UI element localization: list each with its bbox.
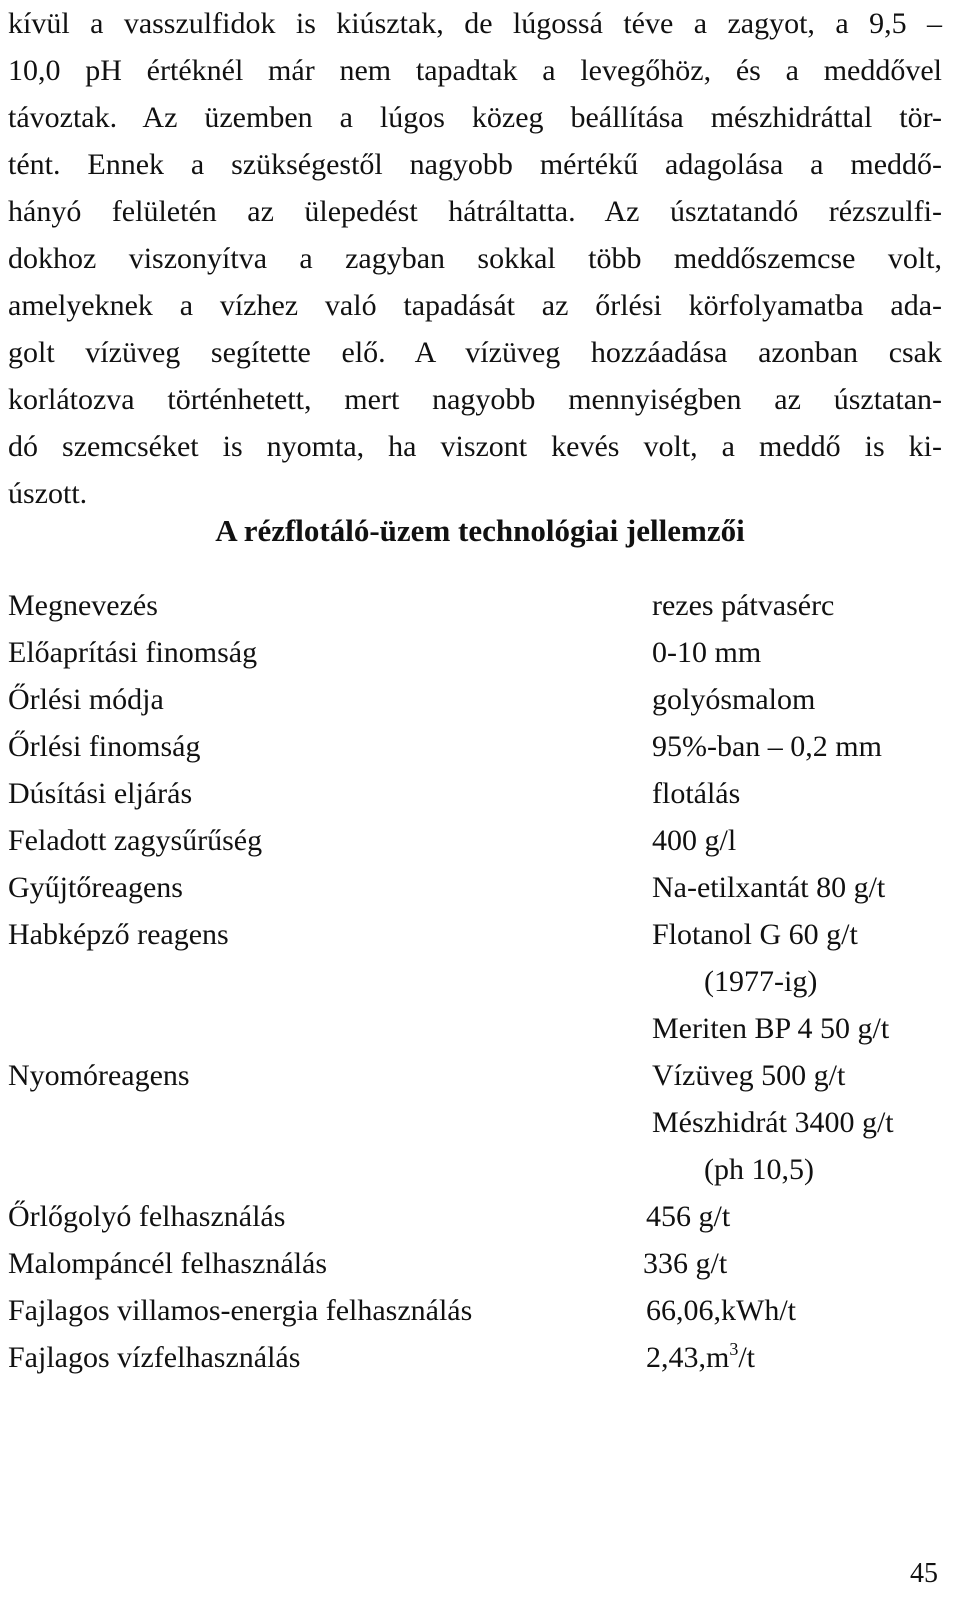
paragraph-line: távoztak. Az üzemben a lúgos közeg beállítása mészhidráttal tör-	[8, 101, 942, 134]
row-value: (ph 10,5)	[704, 1153, 814, 1186]
row-value: golyósmalom	[652, 683, 816, 716]
row-value: Mészhidrát 3400 g/t	[652, 1106, 894, 1139]
page-number: 45	[910, 1558, 938, 1589]
paragraph-line: tént. Ennek a szükségestől nagyobb mértékű adagolása a meddő-	[8, 148, 942, 181]
row-value: Flotanol G 60 g/t	[652, 918, 858, 951]
row-label: Megnevezés	[8, 589, 158, 622]
row-label: Őrlési finomság	[8, 730, 201, 763]
row-value	[646, 1340, 755, 1376]
paragraph-line: kívül a vasszulfidok is kiúsztak, de lúgossá téve a zagyot, a 9,5 –	[8, 7, 942, 40]
row-value: 456 g/t	[646, 1200, 731, 1233]
row-value: rezes pátvasérc	[652, 589, 835, 622]
row-label: Dúsítási eljárás	[8, 777, 193, 810]
row-label: Őrlési módja	[8, 683, 164, 716]
paragraph-line: golt vízüveg segítette elő. A vízüveg hozzáadása azonban csak	[8, 336, 942, 369]
paragraph-line: úszott.	[8, 477, 88, 510]
row-label: Fajlagos villamos-energia felhasználás	[8, 1294, 473, 1327]
row-value: (1977-ig)	[704, 965, 818, 998]
paragraph-line: hányó felületén az ülepedést hátráltatta. Az úsztatandó rézszulfi-	[8, 195, 942, 228]
row-label: Habképző reagens	[8, 918, 229, 951]
row-value: flotálás	[652, 777, 741, 810]
unit-exponent: 3	[729, 1339, 739, 1359]
row-label: Nyomóreagens	[8, 1059, 190, 1092]
row-label: Gyűjtőreagens	[8, 871, 183, 904]
row-label: Előaprítási finomság	[8, 636, 258, 669]
row-value: 336 g/t	[643, 1247, 728, 1280]
row-value: 0-10 mm	[652, 636, 762, 669]
row-value: Vízüveg 500 g/t	[652, 1059, 846, 1092]
row-label: Feladott zagysűrűség	[8, 824, 263, 857]
paragraph-line: amelyeknek a vízhez való tapadását az őrlési körfolyamatba ada-	[8, 289, 942, 322]
value-unit-tail: /t	[738, 1341, 756, 1374]
row-value: 95%-ban – 0,2 mm	[652, 730, 882, 763]
paragraph-line: dokhoz viszonyítva a zagyban sokkal több meddőszemcse volt,	[8, 242, 942, 275]
row-value: Na-etilxantát 80 g/t	[652, 871, 886, 904]
row-label: Őrlőgolyó felhasználás	[8, 1200, 286, 1233]
paragraph-line: 10,0 pH értéknél már nem tapadtak a levegőhöz, és a meddővel	[8, 54, 942, 87]
paragraph-line: korlátozva történhetett, mert nagyobb mennyiségben az úsztatan-	[8, 383, 942, 416]
row-label: Fajlagos vízfelhasználás	[8, 1341, 301, 1374]
value-text: 2,43,m	[646, 1341, 730, 1374]
row-label: Malompáncél felhasználás	[8, 1247, 328, 1280]
row-value: Meriten BP 4 50 g/t	[652, 1012, 890, 1045]
paragraph-line: dó szemcséket is nyomta, ha viszont kevés volt, a meddő is ki-	[8, 430, 942, 463]
row-value: 66,06,kWh/t	[646, 1294, 796, 1327]
row-value: 400 g/l	[652, 824, 737, 857]
section-title: A rézflotáló-üzem technológiai jellemzői	[215, 513, 745, 548]
